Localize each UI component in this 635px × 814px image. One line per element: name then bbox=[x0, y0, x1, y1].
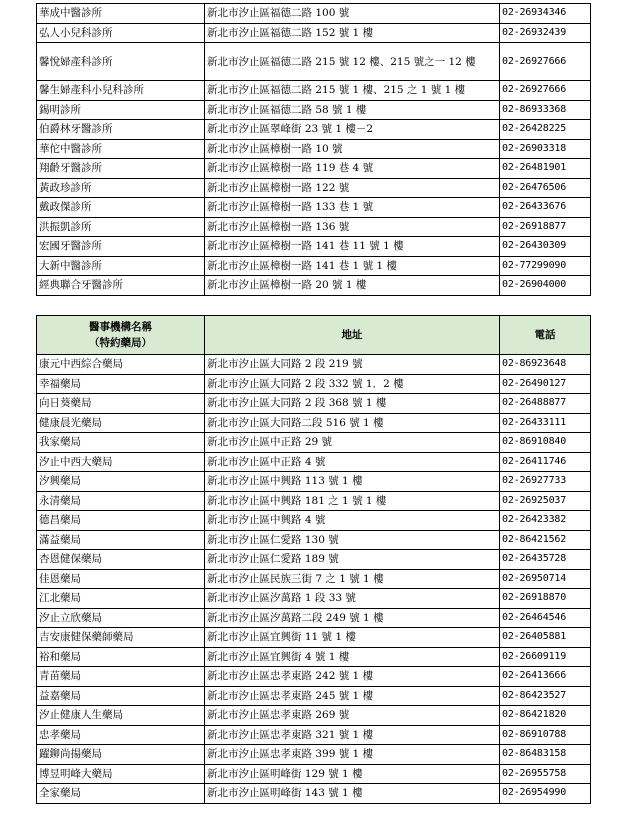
phone-cell: 02-26433111 bbox=[500, 413, 591, 433]
name-cell: 馨悅婦產科診所 bbox=[37, 43, 205, 81]
phone-cell: 02-26433676 bbox=[500, 198, 591, 218]
address-cell: 新北市汐止區民族三街 7 之 1 號 1 樓 bbox=[205, 569, 500, 589]
header-name-line2: （特約藥局） bbox=[89, 337, 152, 349]
phone-cell: 02-86910840 bbox=[500, 433, 591, 453]
table-row bbox=[37, 706, 591, 726]
address-cell: 新北市汐止區樟樹一路 122 號 bbox=[205, 178, 500, 198]
table-row bbox=[37, 686, 591, 706]
table-row bbox=[37, 628, 591, 648]
address-cell: 新北市汐止區明峰街 143 號 1 樓 bbox=[205, 784, 500, 804]
phone-cell: 02-86421562 bbox=[500, 530, 591, 550]
address-cell: 新北市汐止區翠峰街 23 號 1 樓－2 bbox=[205, 120, 500, 140]
table-row bbox=[37, 667, 591, 687]
address-cell: 新北市汐止區樟樹一路 136 號 bbox=[205, 217, 500, 237]
header-row bbox=[37, 316, 591, 355]
name-cell: 汐止健康人生藥局 bbox=[37, 706, 205, 726]
name-cell: 我家藥局 bbox=[37, 433, 205, 453]
table-row bbox=[37, 198, 591, 218]
name-cell: 宏國牙醫診所 bbox=[37, 237, 205, 257]
name-cell: 佳恩藥局 bbox=[37, 569, 205, 589]
phone-cell: 02-26950714 bbox=[500, 569, 591, 589]
phone-cell: 02-86423527 bbox=[500, 686, 591, 706]
name-cell: 戴政傑診所 bbox=[37, 198, 205, 218]
phone-cell: 02-26904000 bbox=[500, 276, 591, 296]
phone-cell: 02-86421820 bbox=[500, 706, 591, 726]
pharmacy-table-body bbox=[37, 355, 591, 804]
phone-cell: 02-86923648 bbox=[500, 355, 591, 375]
name-cell: 伯爵林牙醫診所 bbox=[37, 120, 205, 140]
name-cell: 馨生婦產科小兒科診所 bbox=[37, 81, 205, 101]
phone-cell: 02-26932439 bbox=[500, 23, 591, 43]
name-cell: 黃政珍診所 bbox=[37, 178, 205, 198]
phone-cell: 02-26927666 bbox=[500, 43, 591, 81]
name-cell: 全家藥局 bbox=[37, 784, 205, 804]
address-cell: 新北市汐止區中正路 29 號 bbox=[205, 433, 500, 453]
phone-cell: 02-77299090 bbox=[500, 256, 591, 276]
name-cell: 健康晨光藥局 bbox=[37, 413, 205, 433]
table-row bbox=[37, 237, 591, 257]
name-cell: 汐興藥局 bbox=[37, 472, 205, 492]
address-cell: 新北市汐止區宜興街 4 號 1 樓 bbox=[205, 647, 500, 667]
phone-cell: 02-26430309 bbox=[500, 237, 591, 257]
phone-cell: 02-26476506 bbox=[500, 178, 591, 198]
phone-cell: 02-26927666 bbox=[500, 81, 591, 101]
table-row bbox=[37, 217, 591, 237]
table-row bbox=[37, 784, 591, 804]
name-cell: 華佗中醫診所 bbox=[37, 139, 205, 159]
name-cell: 翔齡牙醫診所 bbox=[37, 159, 205, 179]
phone-cell: 02-26918877 bbox=[500, 217, 591, 237]
address-cell: 新北市汐止區大同路二段 516 號 1 樓 bbox=[205, 413, 500, 433]
name-cell: 永清藥局 bbox=[37, 491, 205, 511]
address-cell: 新北市汐止區汐萬路二段 249 號 1 樓 bbox=[205, 608, 500, 628]
header-phone-cell: 電話 bbox=[500, 316, 591, 355]
address-cell: 新北市汐止區福德二路 58 號 1 樓 bbox=[205, 100, 500, 120]
name-cell: 汐止中西大藥局 bbox=[37, 452, 205, 472]
pharmacy-table bbox=[36, 315, 591, 804]
pharmacy-table-header bbox=[37, 316, 591, 355]
phone-cell: 02-86483158 bbox=[500, 745, 591, 765]
table-row bbox=[37, 394, 591, 414]
name-cell: 江北藥局 bbox=[37, 589, 205, 609]
table-row bbox=[37, 81, 591, 101]
table-row bbox=[37, 452, 591, 472]
name-cell: 滿益藥局 bbox=[37, 530, 205, 550]
address-cell: 新北市汐止區樟樹一路 141 巷 11 號 1 樓 bbox=[205, 237, 500, 257]
table-row bbox=[37, 764, 591, 784]
phone-cell: 02-26934346 bbox=[500, 4, 591, 24]
table-row bbox=[37, 178, 591, 198]
name-cell: 錫明診所 bbox=[37, 100, 205, 120]
phone-cell: 02-26464546 bbox=[500, 608, 591, 628]
address-cell: 新北市汐止區福德二路 215 號 1 樓、215 之 1 號 1 樓 bbox=[205, 81, 500, 101]
table-row bbox=[37, 139, 591, 159]
address-cell: 新北市汐止區樟樹一路 20 號 1 樓 bbox=[205, 276, 500, 296]
table-row bbox=[37, 159, 591, 179]
name-cell: 博昱明峰大藥局 bbox=[37, 764, 205, 784]
table-row bbox=[37, 550, 591, 570]
name-cell: 洪振凱診所 bbox=[37, 217, 205, 237]
address-cell: 新北市汐止區福德二路 215 號 12 樓、215 號之一 12 樓 bbox=[205, 43, 500, 81]
clinic-table-body bbox=[37, 4, 591, 296]
phone-cell: 02-26481901 bbox=[500, 159, 591, 179]
phone-cell: 02-26411746 bbox=[500, 452, 591, 472]
name-cell: 益嘉藥局 bbox=[37, 686, 205, 706]
address-cell: 新北市汐止區樟樹一路 141 巷 1 號 1 樓 bbox=[205, 256, 500, 276]
phone-cell: 02-86933368 bbox=[500, 100, 591, 120]
name-cell: 向日葵藥局 bbox=[37, 394, 205, 414]
header-name-line1: 醫事機構名稱 bbox=[89, 321, 152, 333]
table-row bbox=[37, 256, 591, 276]
name-cell: 幸福藥局 bbox=[37, 374, 205, 394]
table-row bbox=[37, 647, 591, 667]
address-cell: 新北市汐止區樟樹一路 133 巷 1 號 bbox=[205, 198, 500, 218]
address-cell: 新北市汐止區中興路 113 號 1 樓 bbox=[205, 472, 500, 492]
table-row bbox=[37, 569, 591, 589]
name-cell: 裕和藥局 bbox=[37, 647, 205, 667]
table-row bbox=[37, 433, 591, 453]
table-row bbox=[37, 355, 591, 375]
table-row bbox=[37, 374, 591, 394]
table-row bbox=[37, 43, 591, 81]
table-row bbox=[37, 100, 591, 120]
address-cell: 新北市汐止區樟樹一路 10 號 bbox=[205, 139, 500, 159]
phone-cell: 02-26490127 bbox=[500, 374, 591, 394]
table-row bbox=[37, 276, 591, 296]
name-cell: 康元中西綜合藥局 bbox=[37, 355, 205, 375]
address-cell: 新北市汐止區忠孝東路 242 號 1 樓 bbox=[205, 667, 500, 687]
phone-cell: 02-26903318 bbox=[500, 139, 591, 159]
clinic-table bbox=[36, 3, 591, 296]
phone-cell: 02-26413666 bbox=[500, 667, 591, 687]
phone-cell: 02-26488877 bbox=[500, 394, 591, 414]
table-row bbox=[37, 23, 591, 43]
phone-cell: 02-26955758 bbox=[500, 764, 591, 784]
name-cell: 汐止立欣藥局 bbox=[37, 608, 205, 628]
address-cell: 新北市汐止區忠孝東路 245 號 1 樓 bbox=[205, 686, 500, 706]
phone-cell: 02-26428225 bbox=[500, 120, 591, 140]
name-cell: 吉安康健保藥師藥局 bbox=[37, 628, 205, 648]
phone-cell: 02-26405881 bbox=[500, 628, 591, 648]
address-cell: 新北市汐止區大同路 2 段 219 號 bbox=[205, 355, 500, 375]
address-cell: 新北市汐止區大同路 2 段 332 號 1．2 樓 bbox=[205, 374, 500, 394]
phone-cell: 02-26927733 bbox=[500, 472, 591, 492]
address-cell: 新北市汐止區中正路 4 號 bbox=[205, 452, 500, 472]
phone-cell: 02-26423382 bbox=[500, 511, 591, 531]
address-cell: 新北市汐止區大同路 2 段 368 號 1 樓 bbox=[205, 394, 500, 414]
address-cell: 新北市汐止區忠孝東路 399 號 1 樓 bbox=[205, 745, 500, 765]
phone-cell: 02-26435728 bbox=[500, 550, 591, 570]
address-cell: 新北市汐止區中興路 181 之 1 號 1 樓 bbox=[205, 491, 500, 511]
table-row bbox=[37, 120, 591, 140]
table-row bbox=[37, 608, 591, 628]
address-cell: 新北市汐止區宜興街 11 號 1 樓 bbox=[205, 628, 500, 648]
header-name-cell bbox=[37, 316, 205, 355]
name-cell: 青苗藥局 bbox=[37, 667, 205, 687]
table-row bbox=[37, 472, 591, 492]
phone-cell: 02-26925037 bbox=[500, 491, 591, 511]
phone-cell: 02-26918870 bbox=[500, 589, 591, 609]
table-row bbox=[37, 745, 591, 765]
address-cell: 新北市汐止區仁愛路 130 號 bbox=[205, 530, 500, 550]
address-cell: 新北市汐止區仁愛路 189 號 bbox=[205, 550, 500, 570]
table-row bbox=[37, 413, 591, 433]
address-cell: 新北市汐止區福德二路 152 號 1 樓 bbox=[205, 23, 500, 43]
name-cell: 經典聯合牙醫診所 bbox=[37, 276, 205, 296]
address-cell: 新北市汐止區忠孝東路 269 號 bbox=[205, 706, 500, 726]
address-cell: 新北市汐止區忠孝東路 321 號 1 樓 bbox=[205, 725, 500, 745]
address-cell: 新北市汐止區明峰街 129 號 1 樓 bbox=[205, 764, 500, 784]
name-cell: 弘人小兒科診所 bbox=[37, 23, 205, 43]
table-row bbox=[37, 530, 591, 550]
table-row bbox=[37, 589, 591, 609]
table-row bbox=[37, 725, 591, 745]
name-cell: 躍鉚尚揚藥局 bbox=[37, 745, 205, 765]
table-row bbox=[37, 511, 591, 531]
name-cell: 大新中醫診所 bbox=[37, 256, 205, 276]
phone-cell: 02-26954990 bbox=[500, 784, 591, 804]
phone-cell: 02-26609119 bbox=[500, 647, 591, 667]
name-cell: 杏恩健保藥局 bbox=[37, 550, 205, 570]
table-row bbox=[37, 4, 591, 24]
address-cell: 新北市汐止區汐萬路 1 段 33 號 bbox=[205, 589, 500, 609]
phone-cell: 02-86910788 bbox=[500, 725, 591, 745]
table-row bbox=[37, 491, 591, 511]
name-cell: 華成中醫診所 bbox=[37, 4, 205, 24]
address-cell: 新北市汐止區樟樹一路 119 巷 4 號 bbox=[205, 159, 500, 179]
header-address-cell: 地址 bbox=[205, 316, 500, 355]
address-cell: 新北市汐止區福德二路 100 號 bbox=[205, 4, 500, 24]
address-cell: 新北市汐止區中興路 4 號 bbox=[205, 511, 500, 531]
name-cell: 忠孝藥局 bbox=[37, 725, 205, 745]
name-cell: 德昌藥局 bbox=[37, 511, 205, 531]
